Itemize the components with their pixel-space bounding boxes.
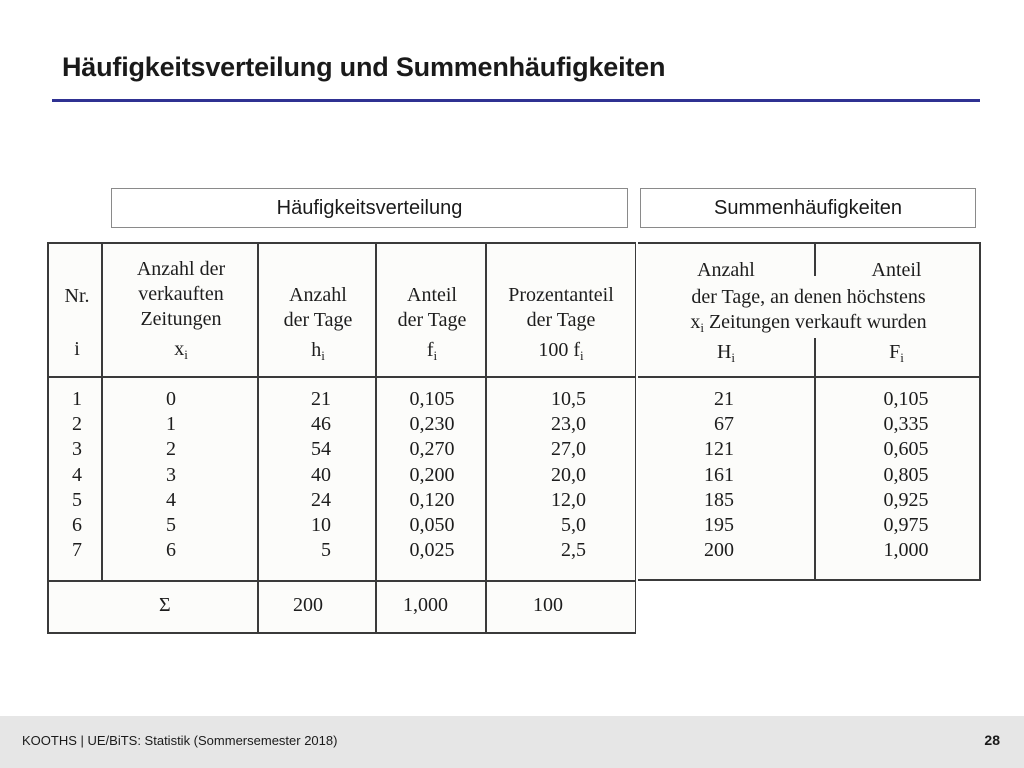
sum-symbol: Σ — [159, 594, 171, 616]
header-h: Anzahl der Tage $h_i$ — [283, 284, 353, 363]
table-cell: 0,025 — [409, 539, 455, 562]
table-cell: 0,105 — [409, 388, 455, 410]
grid-line — [638, 376, 979, 378]
table-cell: 2 — [166, 438, 176, 461]
table-cell: 0,335 — [883, 413, 929, 436]
table-cell: 200 — [704, 539, 734, 562]
header-nr: Nr. i — [64, 285, 90, 360]
label-cumulative-frequencies — [640, 188, 976, 228]
table-cell: 3 — [166, 463, 176, 486]
table-cell: 3 — [72, 438, 82, 461]
grid-line — [814, 244, 816, 276]
header-anteil: Anteil — [871, 259, 922, 281]
header-anzahl: Anzahl — [697, 259, 755, 281]
table-cell: 4 — [72, 463, 82, 486]
header-description-line2: der Tage, an denen höchstens — [691, 286, 926, 308]
label-frequency-distribution-text: Häufigkeitsverteilung — [276, 196, 463, 219]
table-cell: 5 — [321, 539, 331, 562]
column-nr — [57, 387, 97, 563]
header-F: $F_i$ — [889, 341, 904, 365]
table-cell: 10,5 — [551, 388, 586, 410]
table-cell: 4 — [166, 488, 176, 511]
header-x: Anzahl der verkauften Zeitungen $x_i$ — [136, 258, 226, 362]
table-cell: 195 — [704, 513, 734, 536]
table-cell: 5 — [166, 513, 176, 536]
table-cell: 46 — [311, 413, 331, 436]
table-cell: 1 — [72, 388, 82, 410]
grid-line — [101, 244, 103, 582]
table-cell: 10 — [311, 513, 331, 536]
table-cell: 21 — [714, 388, 734, 410]
table-cell: 0,975 — [883, 513, 929, 536]
table-cell: 0 — [166, 388, 176, 410]
table-cell: 0,200 — [409, 463, 455, 486]
grid-line — [814, 338, 816, 581]
footer-text: KOOTHS | UE/BiTS: Statistik (Sommersemester 2018) — [22, 733, 338, 748]
table-cell: 6 — [166, 539, 176, 562]
table-cell: 40 — [311, 463, 331, 486]
table-cell: 23,0 — [551, 413, 586, 436]
grid-line — [257, 244, 259, 632]
title-underline — [52, 99, 980, 102]
table-cell: 7 — [72, 539, 82, 562]
column-x — [151, 387, 191, 563]
table-cell: 21 — [311, 388, 331, 410]
table-cell: 0,925 — [883, 488, 929, 511]
column-p — [519, 387, 586, 563]
header-f: Anteil der Tage $f_i$ — [397, 284, 467, 363]
table-cell: 0,050 — [409, 513, 455, 536]
table-cell: 0,805 — [883, 463, 929, 486]
sum-h: 200 — [293, 594, 323, 616]
table-cell: 54 — [311, 438, 331, 461]
table-cell: 2 — [72, 413, 82, 436]
table-cell: 0,105 — [883, 388, 929, 410]
table-cell: 121 — [704, 438, 734, 461]
table-cell: 20,0 — [551, 463, 586, 486]
table-cell: 0,270 — [409, 438, 455, 461]
table-cell: 2,5 — [561, 539, 586, 562]
table-cell: 27,0 — [551, 438, 586, 461]
table-cell: 5,0 — [561, 513, 586, 536]
column-f — [392, 387, 472, 563]
table-cell: 0,230 — [409, 413, 455, 436]
table-cell: 5 — [72, 488, 82, 511]
table-cell: 0,605 — [883, 438, 929, 461]
header-p: Prozentanteil der Tage 100 $f_i$ — [508, 284, 614, 363]
column-H — [680, 387, 734, 563]
grid-line — [49, 580, 635, 582]
header-description-line3: $x_i$ Zeitungen verkauft wurden — [690, 311, 927, 335]
grid-line — [485, 244, 487, 632]
table-cell: 24 — [311, 488, 331, 511]
cumulative-frequency-table — [638, 242, 981, 581]
table-cell: 185 — [704, 488, 734, 511]
page-number: 28 — [984, 732, 1000, 748]
table-cell: 161 — [704, 463, 734, 486]
table-cell: 1,000 — [883, 539, 929, 562]
table-cell: 0,120 — [409, 488, 455, 511]
sum-f: 1,000 — [403, 594, 448, 616]
header-H: $H_i$ — [716, 341, 736, 365]
table-cell: 67 — [714, 413, 734, 436]
table-cell: 1 — [166, 413, 176, 436]
table-cell: 6 — [72, 513, 82, 536]
column-h — [279, 387, 331, 563]
label-frequency-distribution — [111, 188, 628, 228]
frequency-distribution-table — [47, 242, 636, 634]
sum-p: 100 — [533, 594, 563, 616]
label-cumulative-frequencies-text: Summenhäufigkeiten — [714, 196, 902, 219]
grid-line — [375, 244, 377, 632]
slide-title: Häufigkeitsverteilung und Summenhäufigkeiten — [62, 52, 666, 82]
table-cell: 12,0 — [551, 488, 586, 511]
column-F — [866, 387, 946, 563]
grid-line — [49, 376, 635, 378]
